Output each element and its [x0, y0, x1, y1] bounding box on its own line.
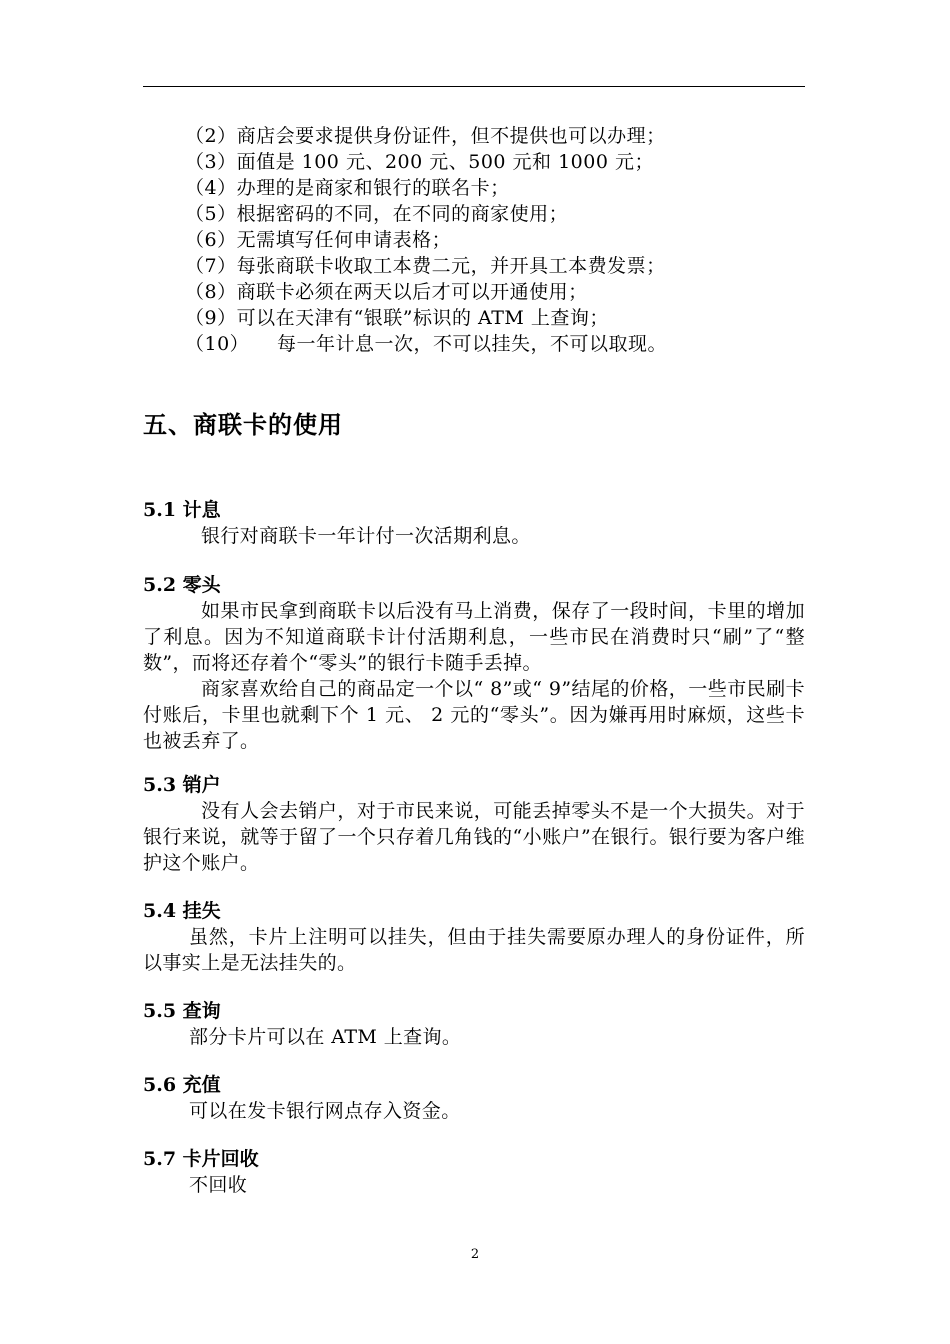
page-number: 2 [470, 1247, 480, 1262]
conditions-list [185, 123, 805, 357]
section-5-2 [143, 572, 805, 754]
paragraph: 可以在发卡银行网点存入资金。 [189, 1100, 461, 1122]
list-item: （6）无需填写任何申请表格； [185, 229, 452, 251]
paragraph: 部分卡片可以在 ATM 上查询。 [189, 1026, 462, 1048]
list-item: （7）每张商联卡收取工本费二元，并开具工本费发票； [185, 255, 666, 277]
section-heading: 5.6 充值 [143, 1074, 221, 1096]
list-item: （9）可以在天津有“银联”标识的 ATM 上查询； [185, 307, 609, 329]
section-heading: 5.4 挂失 [143, 900, 221, 922]
header-rule [143, 86, 805, 87]
paragraph: 不回收 [189, 1174, 248, 1196]
section-heading: 5.2 零头 [143, 574, 221, 596]
paragraph: 商家喜欢给自己的商品定一个以“ 8”或“ 9”结尾的价格，一些市民刷卡付账后，卡里也就剩下个 1 元、 2 元的“零头”。因为嫌再用时麻烦，这些卡也被丢弃了。 [143, 678, 805, 752]
section-5-7 [143, 1146, 805, 1198]
paragraph: 虽然，卡片上注明可以挂失，但由于挂失需要原办理人的身份证件，所以事实上是无法挂失的。 [143, 926, 805, 974]
list-item: （4）办理的是商家和银行的联名卡； [185, 177, 510, 199]
section-5-4 [143, 898, 805, 976]
list-item: （2）商店会要求提供身份证件，但不提供也可以办理； [185, 125, 666, 147]
section-title: 五、商联卡的使用 [143, 410, 343, 439]
paragraph: 没有人会去销户，对于市民来说，可能丢掉零头不是一个大损失。对于银行来说，就等于留了一个只存着几角钱的“小账户”在银行。银行要为客户维护这个账户。 [143, 800, 805, 874]
section-5-3 [143, 772, 805, 876]
paragraph: 银行对商联卡一年计付一次活期利息。 [201, 525, 531, 547]
list-item: （10） 每一年计息一次，不可以挂失，不可以取现。 [185, 333, 668, 355]
section-5-5 [143, 998, 805, 1050]
section-heading: 5.5 查询 [143, 1000, 221, 1022]
list-item: （3）面值是 100 元、200 元、500 元和 1000 元； [185, 151, 654, 173]
list-item: （8）商联卡必须在两天以后才可以开通使用； [185, 281, 588, 303]
section-heading: 5.1 计息 [143, 499, 221, 521]
list-item: （5）根据密码的不同，在不同的商家使用； [185, 203, 569, 225]
paragraph: 如果市民拿到商联卡以后没有马上消费，保存了一段时间，卡里的增加了利息。因为不知道商联卡计付活期利息，一些市民在消费时只“刷”了“整数”，而将还存着个“零头”的银行卡随手丢掉。 [143, 600, 805, 674]
section-5-6 [143, 1072, 805, 1124]
section-heading: 5.3 销户 [143, 774, 221, 796]
section-heading: 5.7 卡片回收 [143, 1148, 259, 1170]
section-5-1 [143, 497, 805, 549]
